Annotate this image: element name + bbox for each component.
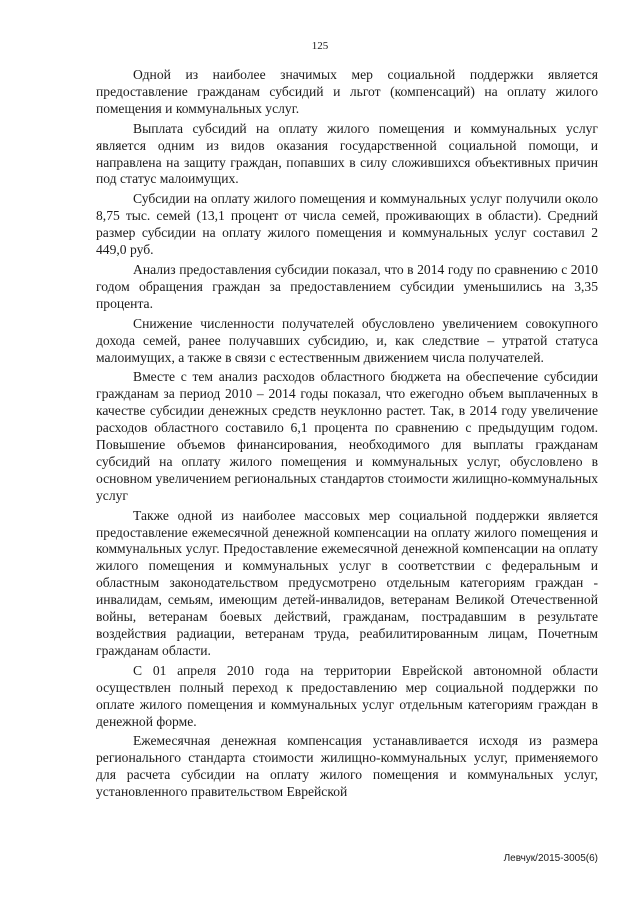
paragraph: Также одной из наиболее массовых мер социальной поддержки является предоставление ежемесячной денежной компенсации на оплату жилого помещения и коммунальных услуг. Предоставление ежемесячной денежной компенсации на оплату жилого помещения и коммунальных услуг в соответствии с федеральным и областным законодательством предусмотрено отдельным категориям граждан - инвалидам, семьям, имеющим детей-инвалидов, ветеранам Великой Отечественной войны, ветеранам боевых действий, гражданам, пострадавшим в результате воздействия радиации, ветеранам труда, реабилитированным лицам, Почетным гражданам области.	[96, 507, 598, 658]
paragraph: Ежемесячная денежная компенсация устанавливается исходя из размера регионального стандарта стоимости жилищно-коммунальных услуг, применяемого для расчета субсидии на оплату жилого помещения и коммунальных услуг, установленного правительством Еврейской	[96, 733, 598, 800]
paragraph: Снижение численности получателей обусловлено увеличением совокупного дохода семей, ранее получавших субсидию, и, как следствие – утратой статуса малоимущих, а также в связи с естественным движением числа получателей.	[96, 315, 598, 365]
paragraph: Выплата субсидий на оплату жилого помещения и коммунальных услуг является одним из видов оказания государственной социальной помощи, и направлена на защиту граждан, попавших в силу сложившихся объективных причин под статус малоимущих.	[96, 120, 598, 187]
paragraph: Субсидии на оплату жилого помещения и коммунальных услуг получили около 8,75 тыс. семей (13,1 процент от числа семей, проживающих в области). Средний размер субсидии на оплату жилого помещения и коммунальных услуг составил 2 449,0 руб.	[96, 191, 598, 258]
page-number: 125	[311, 40, 329, 52]
paragraph: С 01 апреля 2010 года на территории Еврейской автономной области осуществлен полный переход к предоставлению мер социальной поддержки по оплате жилого помещения и коммунальных услуг отдельным категориям граждан в денежной форме.	[96, 662, 598, 729]
paragraph: Одной из наиболее значимых мер социальной поддержки является предоставление гражданам субсидий и льгот (компенсаций) на оплату жилого помещения и коммунальных услуг.	[96, 67, 598, 116]
document-body	[96, 67, 598, 804]
document-code: Левчук/2015-3005(6)	[503, 853, 598, 864]
paragraph: Анализ предоставления субсидии показал, что в 2014 году по сравнению с 2010 годом обращения граждан за предоставлением субсидии уменьшились на 3,35 процента.	[96, 261, 598, 311]
paragraph: Вместе с тем анализ расходов областного бюджета на обеспечение субсидии гражданам за период 2010 – 2014 годы показал, что ежегодно объем выплаченных в качестве субсидии денежных средств неуклонно растет. Так, в 2014 году увеличение расходов областного составило 6,1 процента по сравнению с предыдущим годом. Повышение объемов финансирования, необходимого для выплаты гражданам субсидий на оплату жилого помещения и коммунальных услуг, обусловлено в основном увеличением региональных стандартов стоимости жилищно-коммунальных услуг	[96, 369, 598, 503]
